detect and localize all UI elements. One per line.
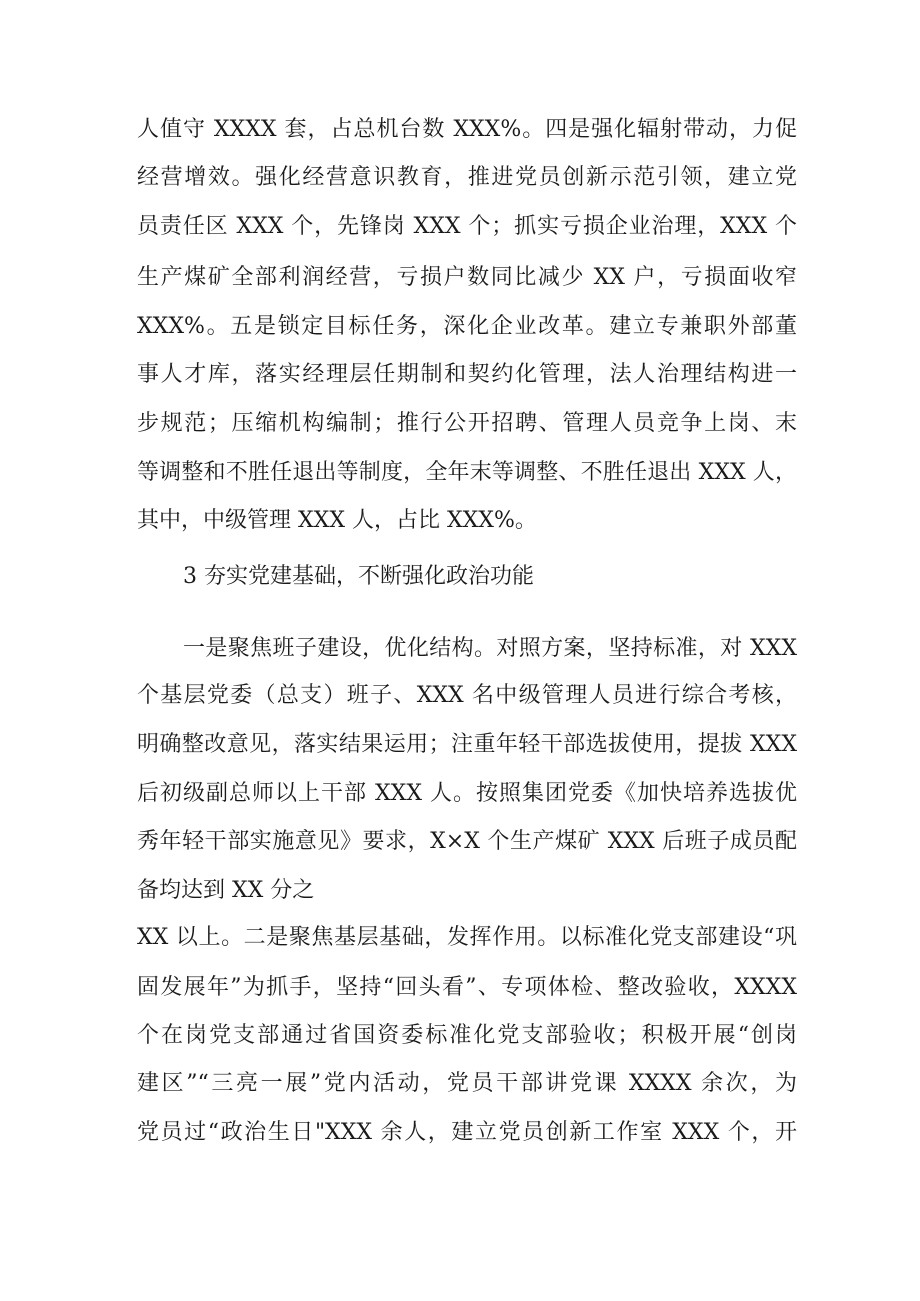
text-line: 后初级副总师以上干部 XXX 人。按照集团党委《加快培养选拔优 <box>137 781 797 806</box>
text-line: 等调整和不胜任退出等制度，全年末等调整、不胜任退出 XXX 人， <box>137 460 797 485</box>
text-line: 事人才库，落实经理层任期制和契约化管理，法人治理结构进一 <box>137 362 797 387</box>
text-line: 个基层党委（总支）班子、XXX 名中级管理人员进行综合考核， <box>137 683 797 708</box>
text-line: 建区”“三亮一展”党内活动，党员干部讲党课 XXXX 余次，为 <box>137 1071 797 1096</box>
text-line: 生产煤矿全部利润经营，亏损户数同比减少 XX 户，亏损面收窄 <box>137 265 797 290</box>
text-line: 备均达到 XX 分之 <box>137 878 315 903</box>
text-line: 其中，中级管理 XXX 人，占比 XXX%。 <box>137 508 537 533</box>
text-line: 个在岗党支部通过省国资委标准化党支部验收；积极开展“创岗 <box>137 1023 797 1048</box>
text-line: XX 以上。二是聚焦基层基础，发挥作用。以标准化党支部建设“巩 <box>137 925 797 950</box>
text-line: 秀年轻干部实施意见》要求，X×X 个生产煤矿 XXX 后班子成员配 <box>137 829 797 854</box>
text-line: XXX%。五是锁定目标任务，深化企业改革。建立专兼职外部董 <box>137 314 797 339</box>
section-heading: 3 夯实党建基础，不断强化政治功能 <box>183 564 534 589</box>
text-line: 人值守 XXXX 套，占总机台数 XXX%。四是强化辐射带动，力促 <box>137 117 797 142</box>
text-line: 固发展年”为抓手，坚持“回头看”、专项体检、整改验收，XXXX <box>137 975 797 1000</box>
text-line: 步规范；压缩机构编制；推行公开招聘、管理人员竞争上岗、末 <box>137 411 797 436</box>
text-line: 明确整改意见，落实结果运用；注重年轻干部选拔使用，提拔 XXX <box>137 732 797 757</box>
text-line: 经营增效。强化经营意识教育，推进党员创新示范引领，建立党 <box>137 165 797 190</box>
text-line: 员责任区 XXX 个，先锋岗 XXX 个；抓实亏损企业治理，XXX 个 <box>137 214 797 239</box>
text-line: 一是聚焦班子建设，优化结构。对照方案，坚持标准，对 XXX <box>183 636 797 661</box>
text-line: 党员过“政治生日"XXX 余人，建立党员创新工作室 XXX 个，开 <box>137 1120 797 1145</box>
